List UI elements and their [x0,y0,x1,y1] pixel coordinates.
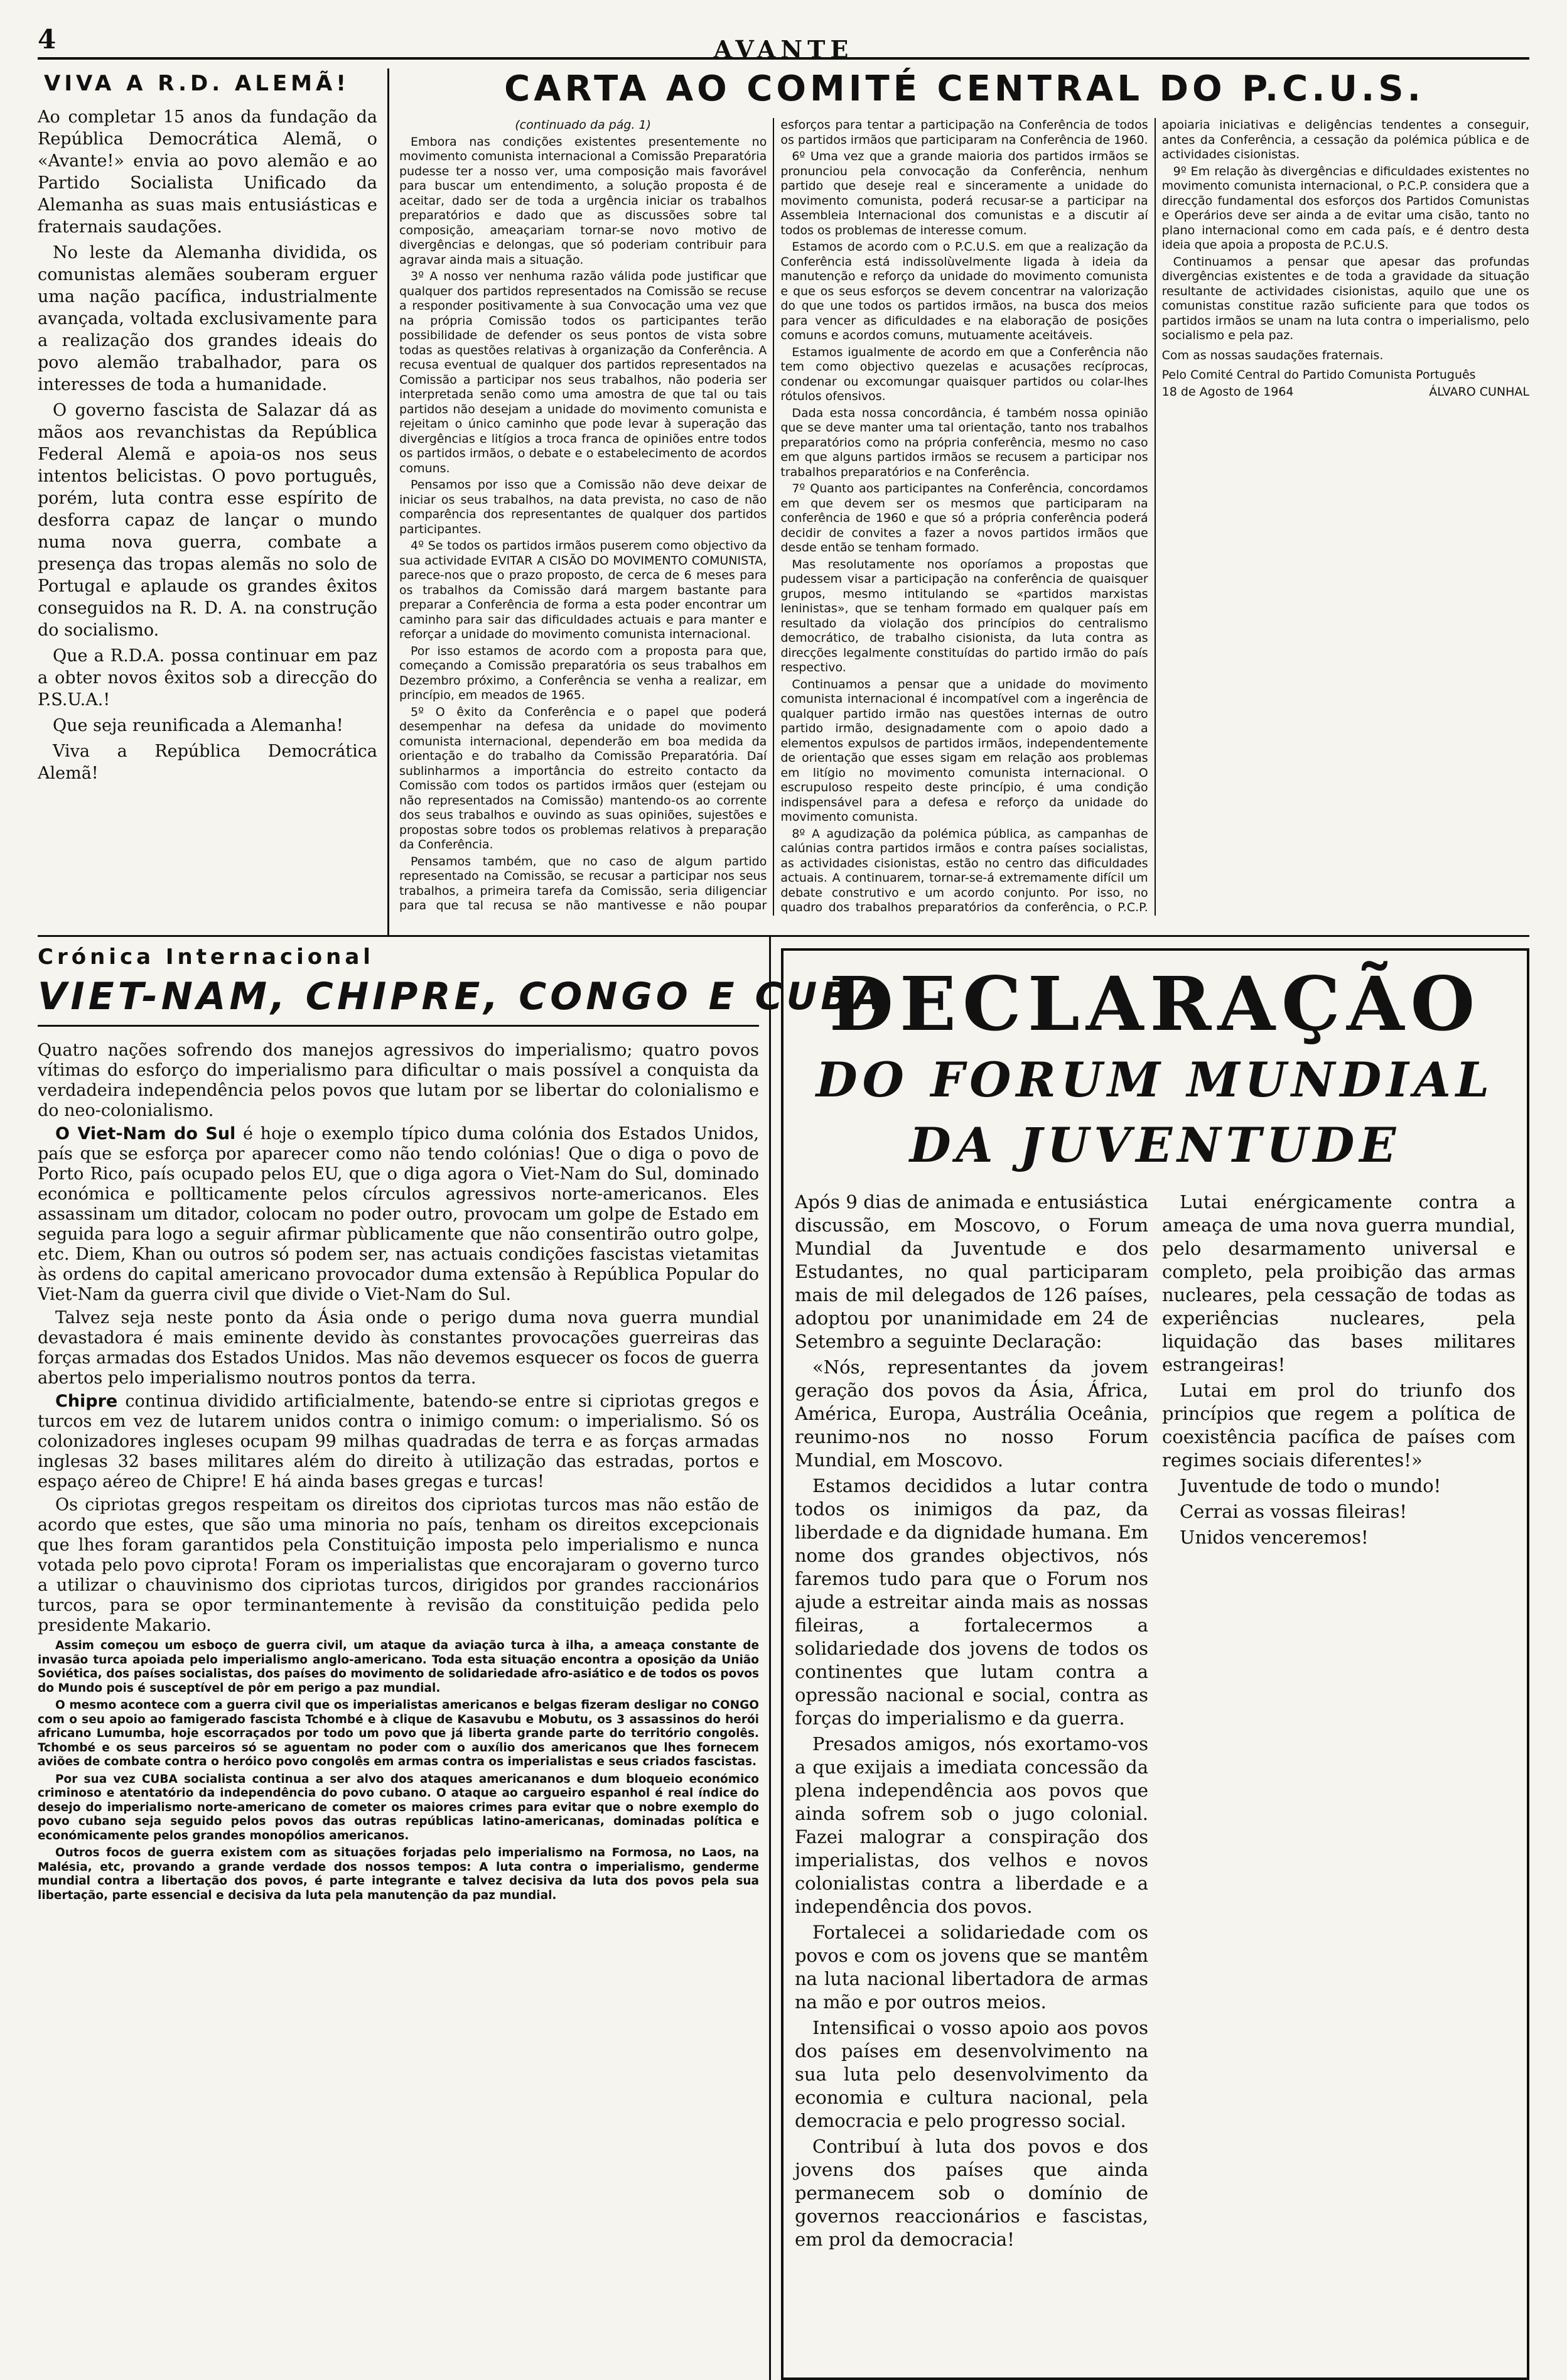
page-number: 4 [38,24,57,55]
carta-article [389,68,1529,935]
bottom-section [38,937,1529,2380]
carta-signer: ÁLVARO CUNHAL [1429,384,1529,399]
carta-paragraph: 6º Uma vez que a grande maioria dos partidos irmãos se pronunciou pela convocação da Conferência, nenhum partido que deseje real e sinceramente a unidade do movimento comunista, poderá recusar-se a participar na Assembleia Internacional dos comunistas e a discutir aí todos os problemas de interesse comum. [780,149,1148,237]
chipre-text: continua dividido artificialmente, batendo-se entre si cipriotas gregos e turcos em vez de lutarem unidos contra o inimigo comum: o imperialismo. Só os colonizadores ingleses ocupam 99 milhas quadradas de terra e as forças armadas inglesas 32 bases militares além do direito à utilização das estradas, portos e espaço aéreo de Chipre! E há ainda bases gregas e turcas! [38,1392,759,1491]
carta-title: CARTA AO COMITÉ CENTRAL DO P.C.U.S. [504,68,1424,109]
viva-paragraph: No leste da Alemanha dividida, os comunistas alemães souberam erguer uma nação pacífica, industrialmente avançada, voltada exclusivamente para a realização dos grandes ideais do povo alemão trabalhador, para os interesses de toda a humanidade. [38,243,377,394]
vietnam-lead: O Viet-Nam do Sul [55,1124,236,1144]
cronica-small-2: O mesmo acontece com a guerra civil que os imperialistas americanos e belgas fizeram desligar no CONGO com o seu apoio ao famigerado fascista Tchombé e à clique de Kasavubu e Mobutu, os 3 assassinos do herói africano Lumumba, hoje escorraçados por todo um povo que já liberta grande parte do território congolês. Tchombé e os seus parceiros só se aguentam no poder com o auxílio dos americanos que lhes fornecem aviões de combate contra o heróico povo congolês em armas contra os imperialistas e seus criados fascistas. [38,1699,759,1768]
declaracao-paragraph: Lutai enérgicamente contra a ameaça de uma nova guerra mundial, pelo desarmamento universal e completo, pela proibição das armas nucleares, pela cessação de todas as experiências nucleares, pela liquidação das bases militares estrangeiras! [1162,1191,1516,1375]
carta-closing: Com as nossas saudações fraternais. [1161,348,1384,362]
declaracao-paragraph: Após 9 dias de animada e entusiástica discussão, em Moscovo, o Forum Mundial da Juventude e dos Estudantes, no qual participaram mais de mil delegados de 126 países, adoptou por unanimidade em 24 de Setembro a seguinte Declaração: [795,1191,1148,1352]
viva-article [38,68,389,935]
viva-paragraph: Que seja reunificada a Alemanha! [53,716,343,735]
carta-paragraph: Estamos igualmente de acordo em que a Conferência não tem como objectivo quezelas e acusações recíprocas, condenar ou excomungar quaisquer partidos ou colar-lhes rótulos ofensivos. [780,345,1148,403]
declaracao-paragraph: Lutai em prol do triunfo dos princípios que regem a política de coexistência pacífica de países com regimes sociais diferentes!» [1162,1380,1516,1471]
carta-paragraph: Embora nas condições existentes presentemente no movimento comunista internacional a Comissão Preparatória pudesse ter a nosso ver, uma composição mais favorável para buscar um entendimento, a solução proposta é de aceitar, dado ser de toda a urgência iniciar os trabalhos preparatórios e dado que as discussões sobre tal composição, ameaçariam tornar-se novo motivo de divergências e delongas, que só poderiam contribuir para agravar ainda mais a situação. [399,134,767,267]
cronica-small-4: Outros focos de guerra existem com as situações forjadas pelo imperialismo na Formosa, no Laos, na Malésia, etc, provando a grande verdade dos nossos tempos: A luta contra o imperialismo, genderme mundial contra a libertação dos povos, é parte integrante e talvez decisiva da luta dos povos pela sua libertação, parte essencial e decisiva da luta pela manutenção da paz mundial. [38,1846,759,1902]
carta-paragraph: Pensamos também, que no caso de algum partido representado na Comissão, se recusar a participar nos seus trabalhos, a primeira tarefa da Comissão, seria diligenciar para que tal recusa se não mantivesse e não poupar esforços para tentar a participação na Conferência de todos os partidos irmãos que participaram na Conferência de 1960. [399,118,1148,912]
declaracao-columns [795,1191,1516,2283]
carta-paragraph: Continuamos a pensar que a unidade do movimento comunista internacional é incompatível com a ingerência de qualquer partido irmão nas questões internas de outro partido irmão, designadamente com o apoio dado a elementos expulsos de partidos irmãos, independentemente de orientação que esses sigam em relação aos problemas em litígio no movimento comunista internacional. O escrupuloso respeito deste princípio, é uma condição indispensável para a defesa e reforço da unidade do movimento comunista. [780,677,1148,824]
declaracao-paragraph: Juventude de todo o mundo! [1180,1475,1441,1496]
carta-date: 18 de Agosto de 1964 [1161,384,1294,399]
carta-paragraph: Estamos de acordo com o P.C.U.S. em que a realização da Conferência está indissolùvelmente ligada à ideia da manutenção e reforço da unidade do movimento comunista e que os seus esforços se devem concentrar na valorização do que une todos os partidos irmãos, na busca dos meios para vencer as dificuldades e na elaboração de posições comuns e acordos comuns, mutuamente aceitáveis. [780,240,1148,342]
carta-signature-line [1162,385,1529,400]
declaracao-box [781,948,1529,2380]
cronica-asia: Talvez seja neste ponto da Ásia onde o perigo duma nova guerra mundial devastadora é mais eminente devido às constantes provocações guerreiras das forças armadas dos Estados Unidos. Mas não devemos esquecer os focos de guerra abertos pelo imperialismo noutros pontos da terra. [38,1308,759,1388]
declaracao-paragraph: Presados amigos, nós exortamo-vos a que exijais a imediata concessão da plena independência aos povos que ainda sofrem sob o jugo colonial. Fazei malograr a conspiração dos imperialistas, dos velhos e novos colonialistas contra a liberdade e a independência dos povos. [795,1733,1148,1917]
declaracao-paragraph: Contribuí à luta dos povos e dos jovens dos países que ainda permanecem sob o domínio de governos reaccionários e fascistas, em prol da democracia! [795,2136,1148,2250]
vietnam-text: é hoje o exemplo típico duma colónia dos Estados Unidos, país que se esforça por aparecer como não tendo colónias! Que o diga o povo de Porto Rico, país ocupado pelos EU, que o diga agora o Viet-Nam do Sul, dominado económica e pollticamente pelos círculos agressivos norte-americanos. Eles assassinam um ditador, colocam no poder outro, provocam um golpe de Estado em seguida para logo a seguir afirmar pùblicamente que não consentirão outro golpe, etc. Diem, Khan ou outros só podem ser, nas actuais condições fascistas vietamitas às ordens do capital americano provocador duma extensão à República Popular do Viet-Nam da guerra civil que divide o Viet-Nam do Sul. [38,1124,759,1304]
carta-paragraph: 8º A agudização da polémica pública, as campanhas de calúnias contra partidos irmãos e contra países socialistas, as actividades cisionistas, estão no centro das dificuldades actuais. A continuarem, tornar-se-á extremamente difícil um debate construtivo e um acordo conjunto. Por isso, no quadro dos trabalhos preparatórios da conferência, o P.C.P. apoiaria iniciativas e deligências tendentes a conseguir, antes da Conferência, a cessação da polémica pública e de actividades cisionistas. [780,118,1529,914]
declaracao-subtitle [795,1047,1516,1178]
carta-columns [399,118,1529,916]
cronica-body [38,1041,759,1903]
viva-title: VIVA A R.D. ALEMÃ! [44,71,350,96]
cronica-intro: Quatro nações sofrendo dos manejos agressivos do imperialismo; quatro povos vítimas do esforço do imperialismo para dificultar o mais possível a conquista da verdadeira independência pelos povos que lutam por se libertar do colonialismo e do neo-colonialismo. [38,1041,759,1120]
cronica-cipriotas: Os cipriotas gregos respeitam os direitos dos cipriotas turcos mas não estão de acordo que estes, que são uma minoria no país, tenham os direitos excepcionais que lhes foram garantidos pela Constituição imposta pelo imperialismo e nunca votada pelo povo ciprota! Foram os imperialistas que encorajaram o governo turco a utilizar o chauvinismo dos cipriotas turcos, dirigidos por grandes raccionários turcos, para se opor terminantemente à revisão da constituição pedida pelo presidente Makario. [38,1495,759,1635]
continued-note: (continuado da pág. 1) [515,118,652,132]
carta-paragraph: Por isso estamos de acordo com a proposta para que, começando a Comissão preparatória os seus trabalhos em Dezembro próximo, a Conferência se venha a realizar, em princípio, em meados de 1965. [399,644,767,702]
carta-paragraph: 3º A nosso ver nenhuma razão válida pode justificar que qualquer dos partidos representados na Comissão se recuse a responder positivamente à sua Convocação uma vez que na própria Comissão todos os participantes terão possibilidade de defender os seus pontos de vista sobre todas as questões relativas à organização da Conferência. A recusa eventual de qualquer dos partidos representados na Comissão a participar nos seus trabalhos, não poderia ser interpretada senão como uma amostra de que tal ou tais partidos não desejam a unidade do movimento comunista e rejeitam o único caminho que pode levar à superação das divergências e litígios a troca franca de opiniões entre todos os partidos irmãos, o debate e o estabelecimento de acordos comuns. [399,269,767,475]
masthead: AVANTE [713,35,854,63]
viva-body [38,106,377,784]
carta-paragraph: 4º Se todos os partidos irmãos puserem como objectivo da sua actividade EVITAR A CISÃO DO MOVIMENTO COMUNISTA, parece-nos que o prazo proposto, de cerca de 6 meses para os trabalhos da Comissão dará margem bastante para preparar a Conferência de forma a esta poder encontrar um caminho para sair das dificuldades actuais e para manter e reforçar a unidade do movimento comunista internacional. [399,539,767,641]
declaracao-subtitle-line2: DA JUVENTUDE [909,1117,1401,1173]
right-bottom-column [771,937,1529,2380]
declaracao-paragraph: Fortalecei a solidariedade com os povos e com os jovens que se mantêm na luta nacional libertadora de armas na mão e por outros meios. [795,1922,1148,2013]
viva-paragraph: Que a R.D.A. possa continuar em paz a obter novos êxitos sob a direcção do P.S.U.A.! [38,646,377,710]
carta-paragraph: Mas resolutamente nos oporíamos a propostas que pudessem visar a participação na conferência de quaisquer grupos, mesmo intitulando se «partidos marxistas leninistas», que se tenham formado em qualquer país em resultado da violação dos princípios do centralismo democrático, de trabalho cisionista, da luta contra as direcções legalmente constituídas do partido irmão do país respectivo. [780,557,1148,674]
carta-paragraph: 5º O êxito da Conferência e o papel que poderá desempenhar na defesa da unidade do movimento comunista internacional, dependerão em boa medida da orientação e do trabalho da Comissão Preparatória. Daí sublinharmos a importância do estreito contacto da Comissão com todos os partidos irmãos quer (estejam ou não representados na Comissão) mantendo-os ao corrente dos seus trabalhos e ouvindo as suas opiniões, sujestões e propostas sobre todos os problemas relativos à preparação da Conferência. [399,705,767,852]
declaracao-paragraph: Unidos venceremos! [1180,1527,1369,1548]
viva-paragraph: Ao completar 15 anos da fundação da República Democrática Alemã, o «Avante!» envia ao povo alemão e ao Partido Socialista Unificado da Alemanha as suas mais entusiásticas e fraternais saudações. [38,107,377,237]
carta-paragraph: 7º Quanto aos participantes na Conferência, concordamos em que devem ser os mesmos que participaram na conferência de 1960 e que só a própria conferência poderá decidir de convites a fazer a novos partidos irmãos que desde então se tenham formado. [780,482,1148,554]
top-section [38,68,1529,937]
declaracao-subtitle-line1: DO FORUM MUNDIAL [816,1052,1495,1108]
carta-paragraph: 9º Em relação às divergências e dificuldades existentes no movimento comunista internacional, o P.C.P. considera que a direcção fundamental dos esforços dos Partidos Comunistas e Operários deve ser ainda a de evitar uma cisão, tanto no plano internacional como em cada país, e é dentro desta ideia que apoia a proposta de P.C.U.S. [1161,164,1529,252]
cronica-vietnam [38,1124,759,1305]
carta-paragraph: Pensamos por isso que a Comissão não deve deixar de iniciar os seus trabalhos, na data prevista, no caso de não comparência dos representantes de qualquer dos partidos participantes. [399,478,767,536]
chipre-lead: Chipre [55,1392,118,1411]
carta-paragraph: Continuamos a pensar que apesar das profundas divergências existentes e de toda a gravidade da situação resultante de actividades cisionistas, aquilo que une os comunistas constitue razão suficiente para que todos os partidos irmãos se unam na luta contra o imperialismo, pelo socialismo e pela paz. [1161,254,1529,342]
viva-paragraph: O governo fascista de Salazar dá as mãos aos revanchistas da República Federal Alemã e apoia-os nos seus intentos belicistas. O povo português, porém, luta contra esse espírito de desforra capaz de lançar o mundo numa nova guerra, combate a presença das tropas alemãs no solo de Portugal e aplaude os grandes êxitos conseguidos na R. D. A. na construção do socialismo. [38,401,377,640]
cronica-small-1: Assim começou um esboço de guerra civil, um ataque da aviação turca à ilha, a ameaça constante de invasão turca apoiada pelo imperialismo anglo-americano. Toda esta situação encontra a oposição da União Soviética, dos países socialistas, dos países do movimento de solidariedade afro-asiático e de todos os povos do Mundo pois é susceptível de pôr em perigo a paz mundial. [38,1639,759,1695]
declaracao-paragraph: Intensificai o vosso apoio aos povos dos países em desenvolvimento na sua luta pelo desenvolvimento da economia e cultura nacional, pela democracia e pelo progresso social. [795,2017,1148,2131]
cronica-headline: VIET-NAM, CHIPRE, CONGO E CUBA [38,975,759,1027]
carta-paragraph: Dada esta nossa concordância, é também nossa opinião que se deve manter uma tal orientação, tanto nos trabalhos preparatórios como na própria conferência, mesmo no caso em que alguns partidos irmãos se recusem a participar nos trabalhos preparatórios e na Conferência. [780,406,1148,479]
carta-signature-org: Pelo Comité Central do Partido Comunista Português [1161,368,1476,382]
declaracao-paragraph: Estamos decididos a lutar contra todos os inimigos da paz, da liberdade e da dignidade humana. Em nome dos grandes objectivos, nós faremos tudo para que o Forum nos ajude a estreitar ainda mais as nossas fileiras, a fortalecermos a solidariedade dos jovens de todos os continentes que lutam contra a opressão nacional e social, contra as forças do imperialismo e da guerra. [795,1475,1148,1729]
declaracao-paragraph: Cerrai as vossas fileiras! [1180,1501,1407,1522]
cronica-kicker: Crónica Internacional [38,944,374,970]
cronica-article [38,937,886,2380]
declaracao-title: DECLARAÇÃO [829,960,1482,1047]
cronica-small-3: Por sua vez CUBA socialista continua a ser alvo dos ataques americananos e dum bloqueio económico criminoso e atentatório da independência do povo cubano. O ataque ao cargueiro espanhol é real índice do desejo do imperialismo norte-americano de cometer os maiores crimes para evitar que o nobre exemplo do povo cubano seja seguido pelos povos das outras repúblicas latino-americanas, dominadas política e económicamente pelos grandes monopólios americanos. [38,1772,759,1842]
viva-paragraph: Viva a República Democrática Alemã! [38,742,377,783]
cronica-chipre [38,1392,759,1492]
declaracao-paragraph: «Nós, representantes da jovem geração dos povos da Ásia, África, América, Europa, Austrália Oceânia, reunimo-nos no nosso Forum Mundial, em Moscovo. [795,1356,1148,1471]
